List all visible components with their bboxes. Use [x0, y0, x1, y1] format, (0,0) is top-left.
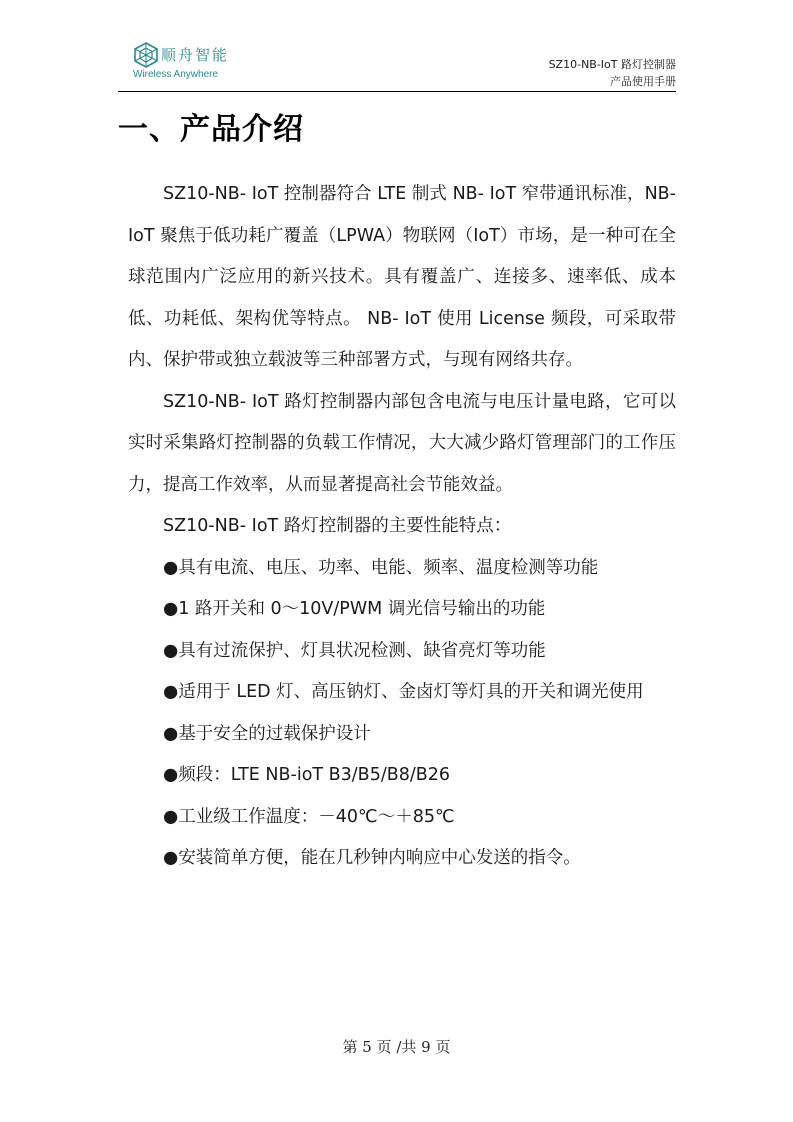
page-number: 第 5 页 /共 9 页 [342, 1038, 451, 1056]
company-logo [133, 42, 253, 84]
paragraph-metering: SZ10-NB- IoT 路灯控制器内部包含电流与电压计量电路，它可以实时采集路灯控制器的负载工作情况，大大减少路灯管理部门的工作压力，提高工作效率，从而显著提高社会节能效益。 [128, 391, 676, 495]
feature-item: ●基于安全的过载保护设计 [163, 723, 371, 744]
logo-text-en: Wireless Anywhere [133, 69, 219, 80]
feature-item: ●具有电流、电压、功率、电能、频率、温度检测等功能 [163, 557, 599, 578]
features-intro: SZ10-NB- IoT 路灯控制器的主要性能特点： [163, 516, 512, 536]
feature-item: ●工业级工作温度：－40℃～＋85℃ [163, 806, 455, 827]
document-subtitle: 产品使用手册 [610, 75, 676, 88]
feature-item: ●安装简单方便，能在几秒钟内响应中心发送的指令。 [163, 848, 581, 868]
feature-item: ●1 路开关和 0～10V/PWM 调光信号输出的功能 [163, 599, 546, 619]
hexagon-logo-icon [133, 42, 159, 68]
header-divider [118, 91, 676, 92]
document-body [128, 174, 676, 880]
page-header [118, 38, 676, 90]
logo-text-cn: 顺舟智能 [161, 46, 230, 64]
feature-item: ●具有过流保护、灯具状况检测、缺省亮灯等功能 [163, 640, 546, 661]
document-title: SZ10-NB-IoT 路灯控制器 [548, 58, 676, 71]
feature-item: ●频段：LTE NB-ioT B3/B5/B8/B26 [163, 765, 451, 785]
feature-item: ●适用于 LED 灯、高压钠灯、金卤灯等灯具的开关和调光使用 [163, 682, 644, 702]
section-title: 一、产品介绍 [118, 112, 304, 147]
paragraph-intro: SZ10-NB- IoT 控制器符合 LTE 制式 NB- IoT 窄带通讯标准，NB- IoT 聚焦于低功耗广覆盖（LPWA）物联网（IoT）市场，是一种可在全球范围内广泛应用的新兴技术。具有覆盖广、连接多、速率低、成本低、功耗低、架构优等特点。 NB- IoT 使用 License 频段，可采取带内、保护带或独立载波等三种部署方式，与现有网络共存。 [128, 184, 676, 370]
